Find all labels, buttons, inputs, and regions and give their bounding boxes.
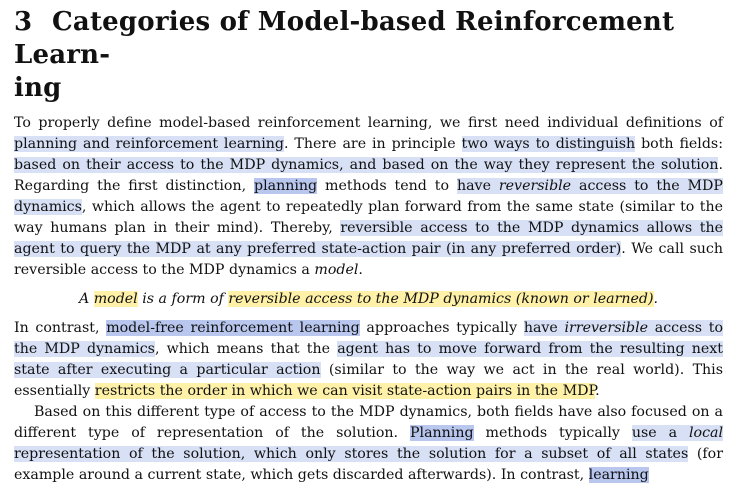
highlight-planning: planning [254, 178, 318, 194]
text-span: access to the MDP dynamics [14, 320, 723, 357]
highlight-restricts-order: restricts the order in which we can visit state-action pairs in the MDP [94, 383, 596, 399]
text-span: . [595, 383, 600, 399]
highlight-model-free-rl: model-free reinforcement learning [106, 320, 360, 336]
highlight-move-forward: agent has to move forward from the resulting next state after executing a particular action [14, 341, 723, 378]
text-span: use a [631, 425, 689, 441]
text-span: , which allows the agent to repeatedly plan forward from the same state (similar to the way humans plan in their mind). Thereby, [14, 199, 723, 236]
text-span: approaches typically [359, 320, 524, 336]
highlight-reversible-access-definition: reversible access to the MDP dynamics (known or learned) [228, 291, 654, 307]
section-title-line2: ing [14, 73, 62, 103]
text-span: A [78, 291, 94, 307]
text-span: , which means that the [154, 341, 338, 357]
model-definition [14, 289, 723, 310]
highlight-model: model [93, 291, 138, 307]
highlight-access-representation: based on their access to the MDP dynamics, and based on the way they represent the solution [14, 157, 719, 173]
paragraph-1 [14, 113, 723, 281]
text-span: In contrast, [14, 320, 107, 336]
text-span: . [653, 291, 659, 307]
text-span: To properly define model-based reinforcement learning, we first need individual definitions of [14, 115, 723, 131]
emphasis-irreversible: irreversible [564, 320, 649, 336]
section-title-line1: Categories of Model-based Reinforcement Learn- [14, 7, 675, 70]
highlight-planning-2: Planning [409, 425, 474, 441]
text-span: (for example around a current state, which gets discarded afterwards). In contrast, [14, 446, 723, 483]
text-span: access to the MDP dynamics [14, 178, 723, 215]
section-number: 3 [14, 7, 33, 37]
text-span: is a form of [137, 291, 229, 307]
highlight-query-mdp: reversible access to the MDP dynamics allows the agent to query the MDP at any preferred state-action pair (in any preferred order) [14, 220, 724, 257]
emphasis-model: model [314, 262, 359, 278]
text-span: have [456, 178, 499, 194]
text-span: have [523, 320, 565, 336]
text-span: methods typically [473, 425, 632, 441]
text-span: . We call such reversible access to the MDP dynamics a [14, 241, 723, 278]
highlight-planning-rl: planning and reinforcement learning [14, 136, 284, 152]
paragraph-2 [14, 318, 723, 402]
text-span: (similar to the way we act in the real world). This essentially [14, 362, 724, 399]
text-span: Based on this different type of access to the MDP dynamics, both fields have also focused on a different type of representation of the solution. [14, 404, 723, 441]
text-span: both fields: [635, 136, 723, 152]
paragraph-3 [14, 402, 723, 486]
highlight-learning: learning [588, 467, 649, 483]
text-span: . [358, 262, 363, 278]
emphasis-local: local [688, 425, 724, 441]
section-heading [14, 6, 723, 105]
text-span: . There are in principle [284, 136, 462, 152]
text-span: methods tend to [317, 178, 457, 194]
highlight-two-ways: two ways to distinguish [461, 136, 636, 152]
emphasis-reversible: reversible [498, 178, 572, 194]
text-span: representation of the solution, which only stores the solution for a subset of all states [14, 446, 689, 462]
text-span: . Regarding the first distinction, [14, 157, 723, 194]
